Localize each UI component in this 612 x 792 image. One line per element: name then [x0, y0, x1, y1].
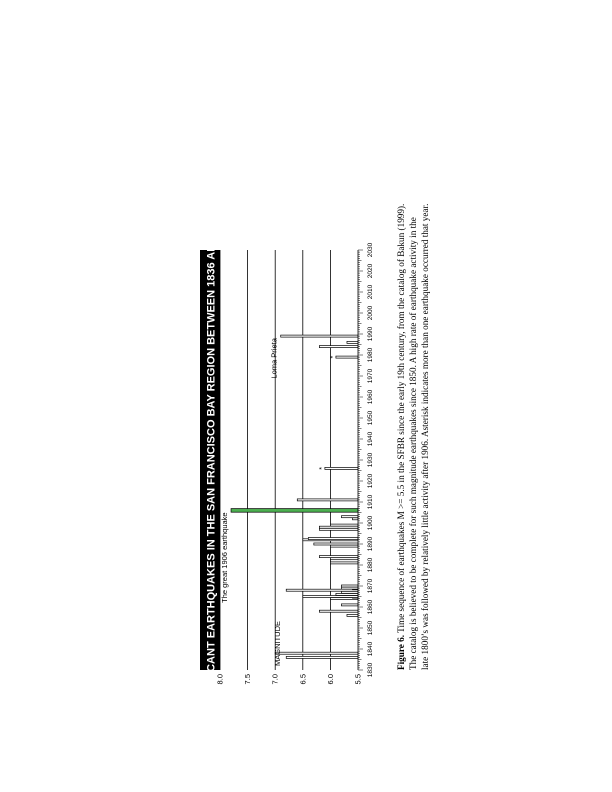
y-tick-label: 6.0 [325, 674, 335, 685]
event-bar [286, 656, 358, 658]
event-bar [325, 467, 358, 469]
event-bar [341, 591, 358, 593]
y-axis-label: MAGNITUDE [273, 621, 282, 666]
chart-title: SIGNIFICANT EARTHQUAKES IN THE SAN FRANCISCO BAY REGION BETWEEN 1836 AND 1999 [205, 208, 218, 712]
x-tick-label: 1930 [367, 452, 374, 468]
x-tick-label: 1910 [367, 494, 374, 510]
event-bar [352, 518, 358, 520]
annotation-label: The great 1906 earthquake [220, 512, 230, 603]
y-tick-label: 8.0 [215, 674, 225, 685]
event-bar [330, 558, 358, 560]
event-bar [341, 604, 358, 606]
event-bar [341, 585, 358, 587]
event-bar [319, 556, 358, 558]
x-tick-label: 2030 [367, 242, 374, 258]
annotation-label: Loma Prieta [269, 338, 279, 379]
caption-line-2: The catalog is believed to be complete for such magnitude earthquakes since 1850. A high rate of earthquake activity in the [408, 217, 418, 670]
grid-lines [220, 250, 330, 670]
x-tick-label: 1960 [367, 389, 374, 405]
x-tick-label: 1840 [367, 641, 374, 657]
event-bar [330, 545, 358, 547]
x-tick-label: 1890 [367, 536, 374, 552]
event-bar [336, 356, 358, 358]
x-tick-label: 1950 [367, 410, 374, 426]
event-bar [341, 587, 358, 589]
x-tick-label: 2010 [367, 284, 374, 300]
x-tick-label: 1970 [367, 368, 374, 384]
y-tick-label: 6.5 [298, 674, 308, 685]
x-tick-label: 2020 [367, 263, 374, 279]
x-tick-label: 1980 [367, 347, 374, 363]
x-tick-label: 1870 [367, 578, 374, 594]
event-bar [286, 589, 358, 591]
event-bar [347, 341, 358, 343]
x-tick-label: 1860 [367, 599, 374, 615]
asterisk-marker: * [318, 467, 326, 470]
event-bar [330, 562, 358, 564]
event-bar [297, 499, 358, 501]
x-tick-label: 1990 [367, 326, 374, 342]
highlight-bar [231, 509, 358, 513]
annotations-layer [220, 337, 279, 603]
asterisk-marker: * [329, 355, 337, 359]
x-axis [358, 242, 374, 677]
event-bar [319, 528, 358, 530]
rotated-figure [200, 208, 374, 711]
x-tick-label: 2000 [367, 305, 374, 321]
event-bar [308, 538, 358, 540]
caption-line-1 [396, 204, 406, 670]
x-tick-label: 1900 [367, 515, 374, 531]
event-bar [319, 610, 358, 612]
event-bar [319, 346, 358, 348]
earthquake-chart [200, 208, 374, 711]
x-tick-label: 1920 [367, 473, 374, 489]
figure-caption [396, 204, 430, 670]
caption-label: Figure 6. [396, 634, 406, 670]
event-bar [341, 516, 358, 518]
event-bar [314, 543, 358, 545]
y-tick-label: 7.5 [243, 674, 253, 685]
event-bar [330, 524, 358, 526]
event-bar [347, 614, 358, 616]
bars-layer [231, 335, 358, 658]
x-tick-label: 1830 [367, 662, 374, 678]
event-bar [281, 335, 358, 337]
caption-line-3: late 1800’s was followed by relatively little activity after 1906. Asterisk indicates more than one earthquake occurred that year. [420, 203, 430, 670]
y-axis [216, 674, 363, 684]
event-bar [336, 593, 358, 595]
x-tick-label: 1850 [367, 620, 374, 636]
event-bar [303, 596, 358, 598]
y-tick-label: 7.0 [270, 674, 280, 685]
x-tick-label: 1940 [367, 431, 374, 447]
x-tick-label: 1880 [367, 557, 374, 573]
event-bar [319, 526, 358, 528]
caption-text-1: Time sequence of earthquakes M >= 5.5 in the SFBR since the early 19th century, from the catalog of Bakun (1999). [396, 203, 406, 633]
event-bar [275, 652, 358, 654]
y-tick-label: 5.5 [353, 674, 363, 685]
